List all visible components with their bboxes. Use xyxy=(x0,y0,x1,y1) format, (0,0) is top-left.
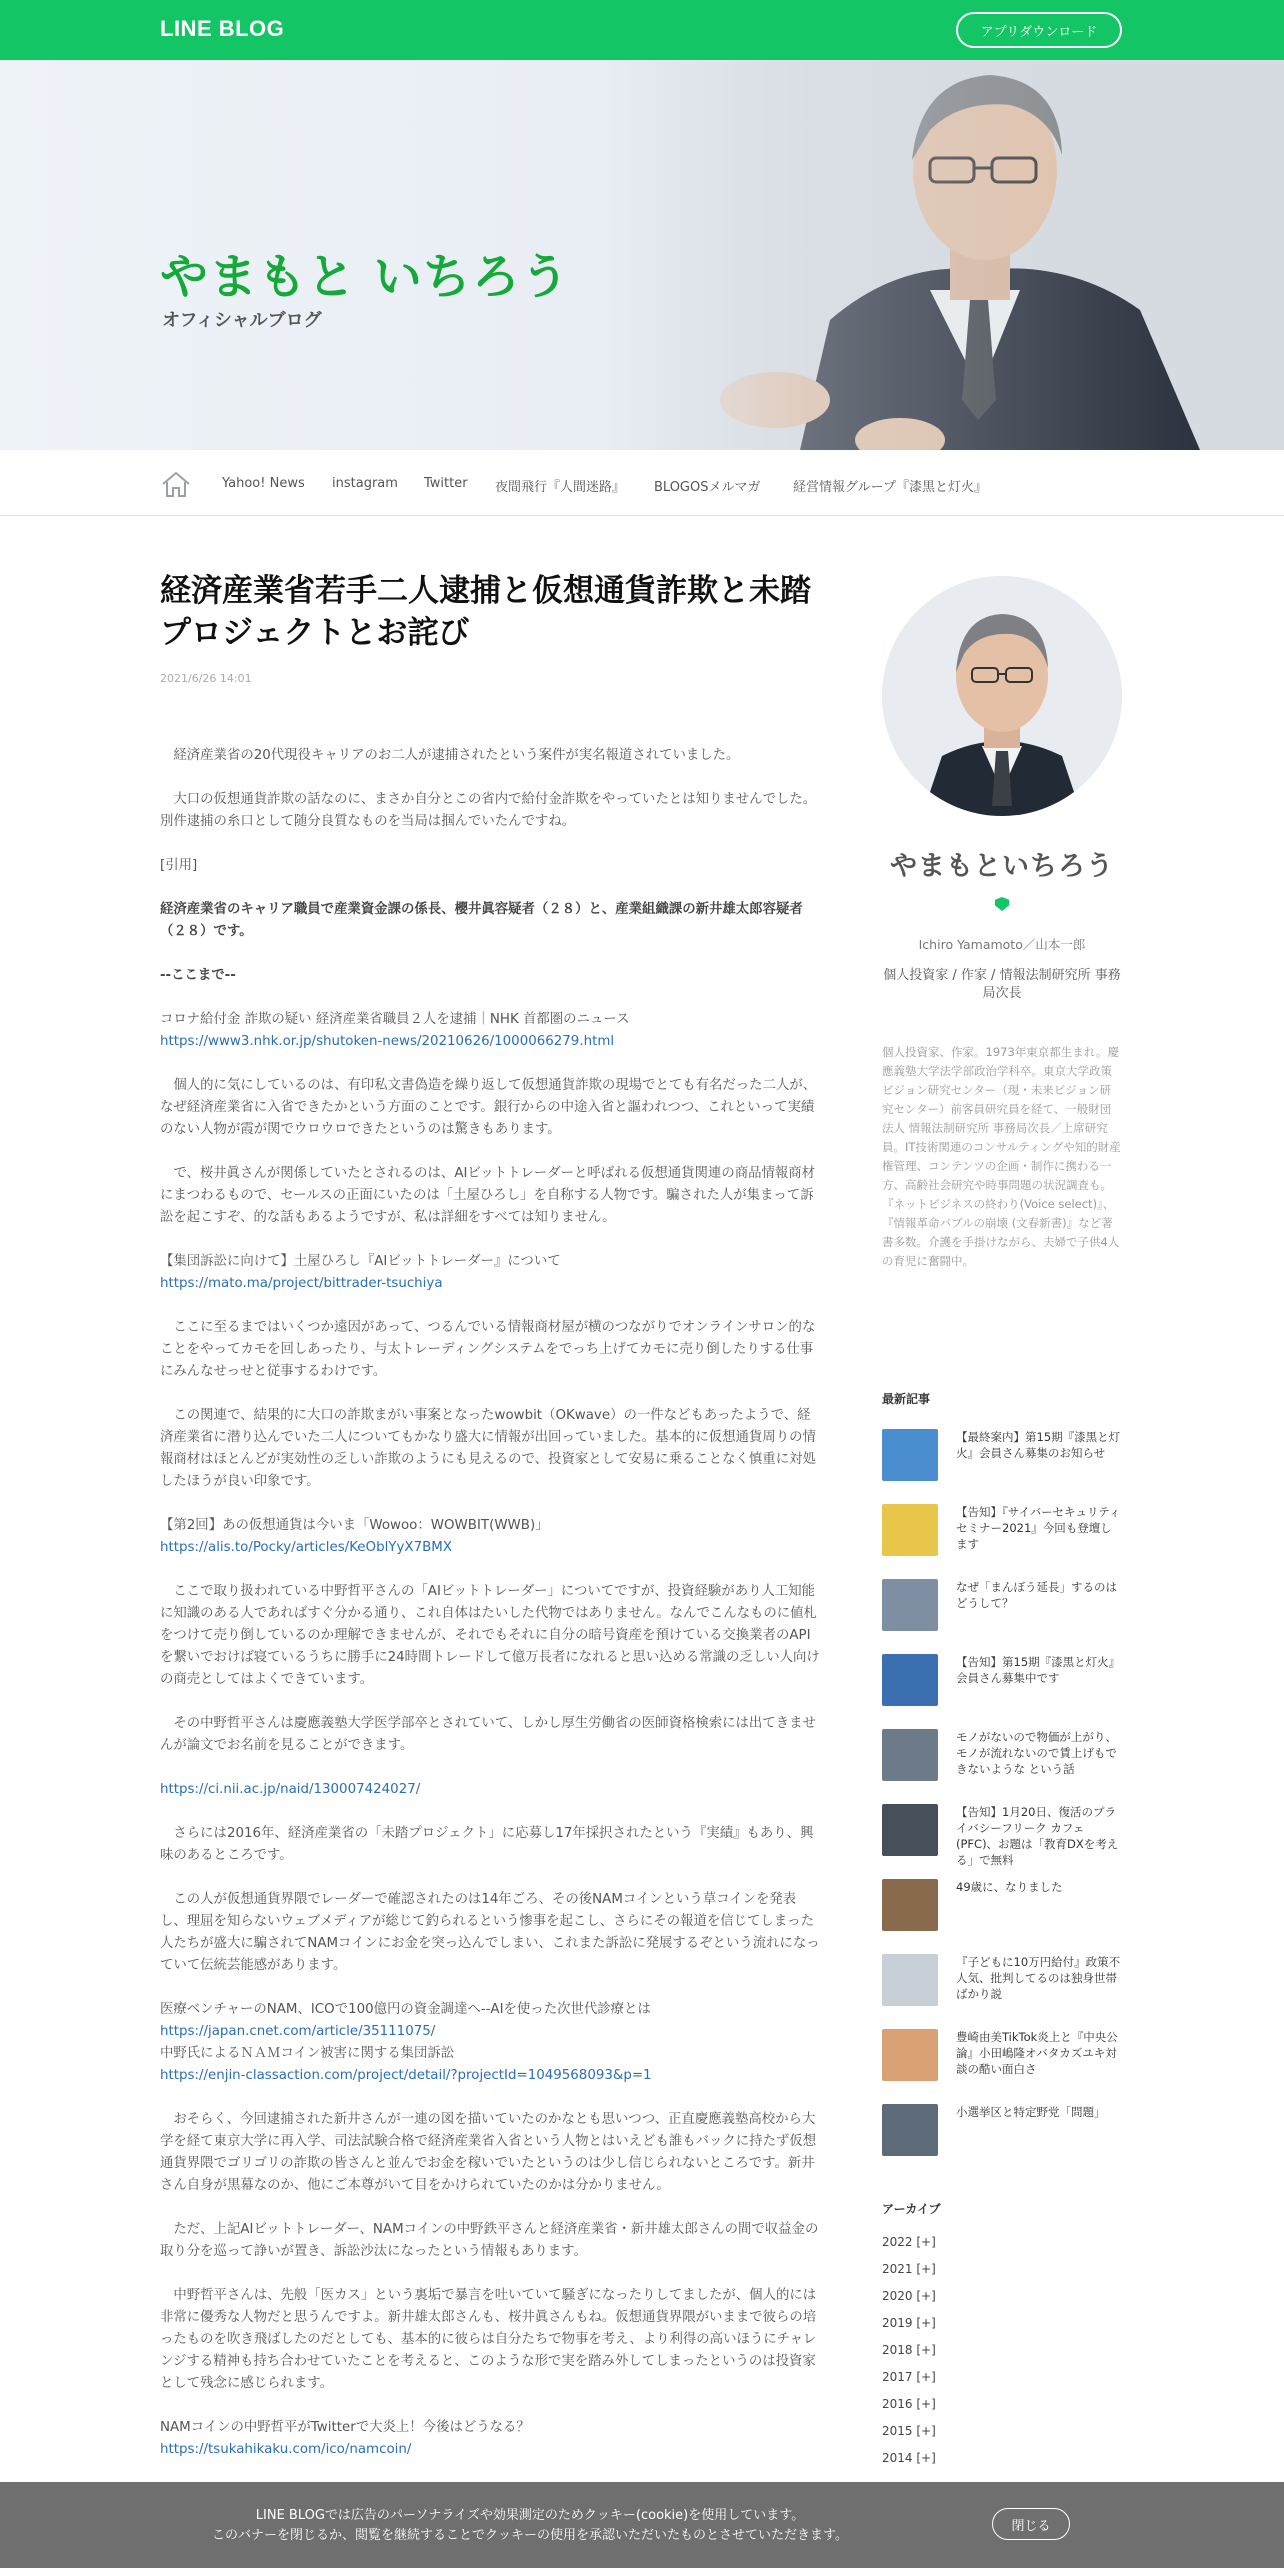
recent-entry[interactable] xyxy=(882,1729,1122,1789)
reference-title: NAMコインの中野哲平がTwitterで大炎上！今後はどうなる？ xyxy=(160,2420,530,2435)
cookie-text xyxy=(170,2506,890,2546)
paragraph: 個人的に気にしているのは、有印私文書偽造を繰り返して仮想通貨詐欺の現場でとても有名だった二人が、なぜ経済産業省に入省できたかという方面のことです。銀行からの中途入省と謳われつつ、これといって実績のない人物が霞が関でウロウロできたというのは驚きもあります。 xyxy=(160,1078,817,1137)
reference-title: コロナ給付金 詐欺の疑い 経済産業省職員２人を逮捕｜NHK 首都圏のニュース xyxy=(160,1012,630,1027)
cookie-line-2: このバナーを閉じるか、閲覧を継続することでクッキーの使用を承認いただいたものとさせていただきます。 xyxy=(212,2528,848,2543)
article-title: 経済産業省若手二人逮捕と仮想通貨詐欺と未踏プロジェクトとお詫び xyxy=(160,573,811,651)
article xyxy=(160,570,822,2483)
archive-year-item[interactable]: 2019 [+] xyxy=(882,2316,936,2330)
paragraph: ただ、上記AIビットトレーダー、NAMコインの中野鉄平さんと経済産業省・新井雄太郎さんの間で収益金の取り分を巡って諍いが置き、訴訟沙汰になったという情報もあります。 xyxy=(160,2222,819,2259)
article-date: 2021/6/26 14:01 xyxy=(160,672,252,685)
reference-title: 医療ベンチャーのNAM、ICOで100億円の資金調達へ--AIを使った次世代診療とは xyxy=(160,2002,651,2017)
reference-link[interactable]: https://enjin-classaction.com/project/detail/?projectId=1049568093&p=1 xyxy=(160,2068,652,2083)
paragraph: 経済産業省の20代現役キャリアのお二人が逮捕されたという案件が実名報道されていました。 xyxy=(160,748,740,763)
reference-link[interactable]: https://ci.nii.ac.jp/naid/130007424027/ xyxy=(160,1782,421,1797)
nav-item-keiei-group[interactable]: 経営情報グループ『漆黒と灯火』 xyxy=(793,480,987,495)
recent-entry-thumbnail[interactable] xyxy=(882,1879,938,1931)
recent-entry[interactable] xyxy=(882,2104,1122,2164)
reference-link-wrap xyxy=(160,2021,822,2043)
reference-title: 【集団訴訟に向けて】土屋ひろし『AIビットトレーダー』について xyxy=(160,1254,561,1269)
cookie-banner xyxy=(0,2482,1284,2568)
reference-link-wrap xyxy=(160,1273,822,1295)
reference-link[interactable]: https://japan.cnet.com/article/35111075/ xyxy=(160,2024,436,2039)
recent-entry-title[interactable]: 【告知】1月20日、復活のプライバシーフリーク カフェ(PFC)、お題は「教育DXを考える」で無料 xyxy=(956,1805,1119,1867)
recent-entry[interactable] xyxy=(882,1654,1122,1714)
quote-start: [引用] xyxy=(160,858,198,873)
recent-entry-thumbnail[interactable] xyxy=(882,1429,938,1481)
recent-entry-thumbnail[interactable] xyxy=(882,1654,938,1706)
recent-entry-thumbnail[interactable] xyxy=(882,1504,938,1556)
reference-link-wrap xyxy=(160,1537,822,1559)
paragraph: この関連で、結果的に大口の詐欺まがい事案となったwowbit（OKwave）の一件などもあったようで、経済産業省に潜り込んでいた二人についてもかなり盛大に情報が出回っていました。基本的に仮想通貨周りの情報商材はほとんどが実効性の乏しい詐欺のようにも見えるので、投資家として安易に乗ることなく慎重に対処したほうが良い印象です。 xyxy=(160,1408,816,1489)
recent-entry[interactable] xyxy=(882,1879,1122,1939)
article-body xyxy=(160,745,822,2461)
hero-banner xyxy=(0,60,1284,450)
reference-link[interactable]: https://mato.ma/project/bittrader-tsuchiya xyxy=(160,1276,443,1291)
nav-item-twitter[interactable]: Twitter xyxy=(424,476,468,491)
reference-link-wrap xyxy=(160,2065,822,2087)
quote-end-label: --ここまで-- xyxy=(160,968,236,983)
nav-item-blogos[interactable]: BLOGOSメルマガ xyxy=(654,480,761,495)
profile-name: やまもといちろう xyxy=(890,851,1114,882)
recent-entry[interactable] xyxy=(882,1504,1122,1564)
archive-year-item[interactable]: 2018 [+] xyxy=(882,2343,936,2357)
hero-portrait-image xyxy=(600,60,1284,450)
paragraph: で、桜井眞さんが関係していたとされるのは、AIビットトレーダーと呼ばれる仮想通貨関連の商品情報商材にまつわるもので、セールスの正面にいたのは「土屋ひろし」を自称する人物です。騙された人が集まって訴訟を起こすぞ、的な話もあるようですが、私は詳細をすべては知りません。 xyxy=(160,1166,816,1225)
paragraph: その中野哲平さんは慶應義塾大学医学部卒とされていて、しかし厚生労働省の医師資格検索には出てきませんが論文でお名前を見ることができます。 xyxy=(160,1716,816,1753)
home-icon[interactable] xyxy=(160,470,192,498)
reference-link-wrap xyxy=(160,2439,822,2461)
official-badge-icon xyxy=(995,897,1009,911)
paragraph: 大口の仮想通貨詐欺の話なのに、まさか自分とこの省内で給付金詐欺をやっていたとは知りませんでした。別件逮捕の糸口として随分良質なものを当局は掴んでいたんですね。 xyxy=(160,792,817,829)
archive-title: アーカイブ xyxy=(882,2202,941,2216)
nav-item-yakan-hiko[interactable]: 夜間飛行『人間迷路』 xyxy=(495,480,626,495)
paragraph: ここで取り扱われている中野哲平さんの「AIビットトレーダー」についてですが、投資経験があり人工知能に知識のある人であればすぐ分かる通り、これ自体はたいした代物ではありません。なんでこんなものに値札をつけて売り倒しているのか理解できませんが、それでもそれに自分の暗号資産を預けている交換業者のAPIを繋いでおけば寝ているうちに勝手に24時間トレードして億万長者になれると思い込める常識の乏しい人向けの商売としてはよくできています。 xyxy=(160,1584,820,1687)
recent-entry[interactable] xyxy=(882,1579,1122,1639)
recent-entry-thumbnail[interactable] xyxy=(882,1579,938,1631)
paragraph: おそらく、今回逮捕された新井さんが一連の図を描いていたのかなとも思いつつ、正直慶應義塾高校から大学を経て東京大学に再入学、司法試験合格で経済産業省入省という人物とはいえども誰もバックに持たず仮想通貨界隈でゴリゴリの詐欺の皆さんと並んでお金を稼いでいたというのは少し信じられないところです。新井さん自身が黒幕なのか、他にご本尊がいて目をかけられていたのかは分かりません。 xyxy=(160,2112,817,2193)
profile-romaji: Ichiro Yamamoto／山本一郎 xyxy=(918,937,1086,952)
archive-year-item[interactable]: 2016 [+] xyxy=(882,2397,936,2411)
recent-entries xyxy=(882,1390,1122,2164)
paragraph: この人が仮想通貨界隈でレーダーで確認されたのは14年ごろ、その後NAMコインという草コインを発表し、理屈を知らないウェブメディアが総じて釣られるという惨事を起こし、さらにその報道を信じてしまった人たちが盛大に騙されてNAMコインにお金を突っ込んでしまい、これまた訴訟に発展するぞという流れになっていて伝統芸能感があります。 xyxy=(160,1892,820,1973)
top-bar xyxy=(0,0,1284,60)
nav-bar xyxy=(0,450,1284,516)
recent-entry-title[interactable]: 『子どもに10万円給付』政策不人気、批判してるのは独身世帯ばかり説 xyxy=(956,1955,1121,2001)
archive xyxy=(882,2200,1122,2478)
cookie-close-button[interactable]: 閉じる xyxy=(992,2508,1070,2540)
recent-entries-list xyxy=(882,1429,1122,2164)
avatar-portrait-image xyxy=(882,576,1122,816)
recent-entry-title[interactable]: 【告知】『サイバーセキュリティセミナー2021』今回も登壇します xyxy=(956,1505,1121,1551)
reference-link[interactable]: https://www3.nhk.or.jp/shutoken-news/20210626/1000066279.html xyxy=(160,1034,615,1049)
recent-entry[interactable] xyxy=(882,1804,1122,1867)
profile-role: 個人投資家 / 作家 / 情報法制研究所 事務局次長 xyxy=(883,968,1121,1001)
archive-year-item[interactable]: 2017 [+] xyxy=(882,2370,936,2384)
recent-entry-title[interactable]: 【告知】第15期『漆黒と灯火』会員さん募集中です xyxy=(956,1655,1121,1685)
recent-entry[interactable] xyxy=(882,1429,1122,1489)
cookie-line-1: LINE BLOGでは広告のパーソナライズや効果測定のためクッキー(cookie)を使用しています。 xyxy=(255,2508,805,2523)
recent-entry[interactable] xyxy=(882,1954,1122,2014)
quoted-bold: 経済産業省のキャリア職員で産業資金課の係長、櫻井眞容疑者（２８）と、産業組織課の新井雄太郎容疑者（２８）です。 xyxy=(160,902,803,939)
reference-link-wrap xyxy=(160,1779,822,1801)
nav-item-yahoo-news[interactable]: Yahoo! News xyxy=(222,476,305,491)
reference-link[interactable]: https://tsukahikaku.com/ico/namcoin/ xyxy=(160,2442,412,2457)
paragraph: ここに至るまではいくつか遠因があって、つるんでいる情報商材屋が横のつながりでオンラインサロン的なことをやってカモを回しあったり、与太トレーディングシステムをでっち上げてカモに売り倒したりする仕事にみんなせっせと従事するわけです。 xyxy=(160,1320,816,1379)
line-blog-logo[interactable]: LINE BLOG xyxy=(160,16,285,41)
archive-list xyxy=(882,2235,1122,2478)
recent-entry-title[interactable]: モノがないので物価が上がり、モノが流れないので賃上げもできないような という話 xyxy=(956,1730,1117,1776)
blog-owner-title: やまもと いちろう xyxy=(160,249,570,305)
quote-end xyxy=(160,965,822,987)
archive-year-item[interactable]: 2022 [+] xyxy=(882,2235,936,2249)
reference-link[interactable]: https://alis.to/Pocky/articles/KeOblYyX7BMX xyxy=(160,1540,453,1555)
blog-subtitle: オフィシャルブログ xyxy=(162,310,322,331)
paragraph: 中野哲平さんは、先般「医カス」という裏垢で暴言を吐いていて騒ぎになったりしてましたが、個人的には非常に優秀な人物だと思うんですよ。新井雄太郎さんも、桜井眞さんもね。仮想通貨界隈がいままで彼らの培ったものを吹き飛ばしたのだとしても、基本的に彼らは自分たちで物事を考え、より利得の高いほうにチャレンジする精神も持ち合わせていたことを考えると、このような形で実を踏み外してしまったというのは投資家として残念に感じられます。 xyxy=(160,2288,817,2391)
profile-avatar[interactable] xyxy=(882,576,1122,816)
recent-entry-title[interactable]: 49歳に、なりました xyxy=(956,1880,1063,1894)
reference-title: 【第2回】あの仮想通貨は今いま「Wowoo：WOWBIT(WWB)」 xyxy=(160,1518,549,1533)
recent-entry[interactable] xyxy=(882,2029,1122,2089)
nav-item-instagram[interactable]: instagram xyxy=(332,476,398,491)
recent-entry-title[interactable]: なぜ「まんぼう延長」するのはどうして？ xyxy=(956,1580,1117,1610)
recent-entry-thumbnail[interactable] xyxy=(882,1804,938,1856)
recent-entry-title[interactable]: 小選挙区と特定野党「問題」 xyxy=(956,2105,1106,2119)
recent-entry-title[interactable]: 豊崎由美TikTok炎上と『中央公論』小田嶋隆オバタカズユキ対談の酷い面白さ xyxy=(956,2030,1118,2076)
recent-entry-thumbnail[interactable] xyxy=(882,1954,938,2006)
app-download-button[interactable]: アプリダウンロード xyxy=(956,12,1122,48)
archive-year-item[interactable]: 2014 [+] xyxy=(882,2451,936,2465)
profile-bio: 個人投資家、作家。1973年東京都生まれ。慶應義塾大学法学部政治学科卒。東京大学政策ビジョン研究センター（現・未来ビジョン研究センター）前客員研究員を経て、一般財団法人 情報法制研究所 事務局次長／上席研究員。IT技術関連のコンサルティングや知的財産権管理、コンテンツの企画・制作に携わる一方、高齢社会研究や時事問題の状況調査も。『ネットビジネスの終わり(Voice select)』、『情報革命バブルの崩壊 (文春新書)』など著書多数。介護を手掛けながら、夫婦で子供4人の育児に奮闘中。 xyxy=(882,1045,1121,1268)
paragraph: さらには2016年、経済産業省の「未踏プロジェクト」に応募し17年採択されたという『実績』もあり、興味のあるところです。 xyxy=(160,1826,814,1863)
recent-entry-thumbnail[interactable] xyxy=(882,1729,938,1781)
reference-link-wrap xyxy=(160,1031,822,1053)
reference-title: 中野氏によるＮＡＭコイン被害に関する集団訴訟 xyxy=(160,2046,455,2061)
recent-entry-title[interactable]: 【最終案内】第15期『漆黒と灯火』会員さん募集のお知らせ xyxy=(956,1430,1121,1460)
archive-year-item[interactable]: 2015 [+] xyxy=(882,2424,936,2438)
recent-entry-thumbnail[interactable] xyxy=(882,2104,938,2156)
quoted-text xyxy=(160,899,822,943)
archive-year-item[interactable]: 2020 [+] xyxy=(882,2289,936,2303)
recent-entries-title: 最新記事 xyxy=(882,1392,931,1406)
profile-sidebar xyxy=(882,576,1122,1271)
recent-entry-thumbnail[interactable] xyxy=(882,2029,938,2081)
archive-year-item[interactable]: 2021 [+] xyxy=(882,2262,936,2276)
